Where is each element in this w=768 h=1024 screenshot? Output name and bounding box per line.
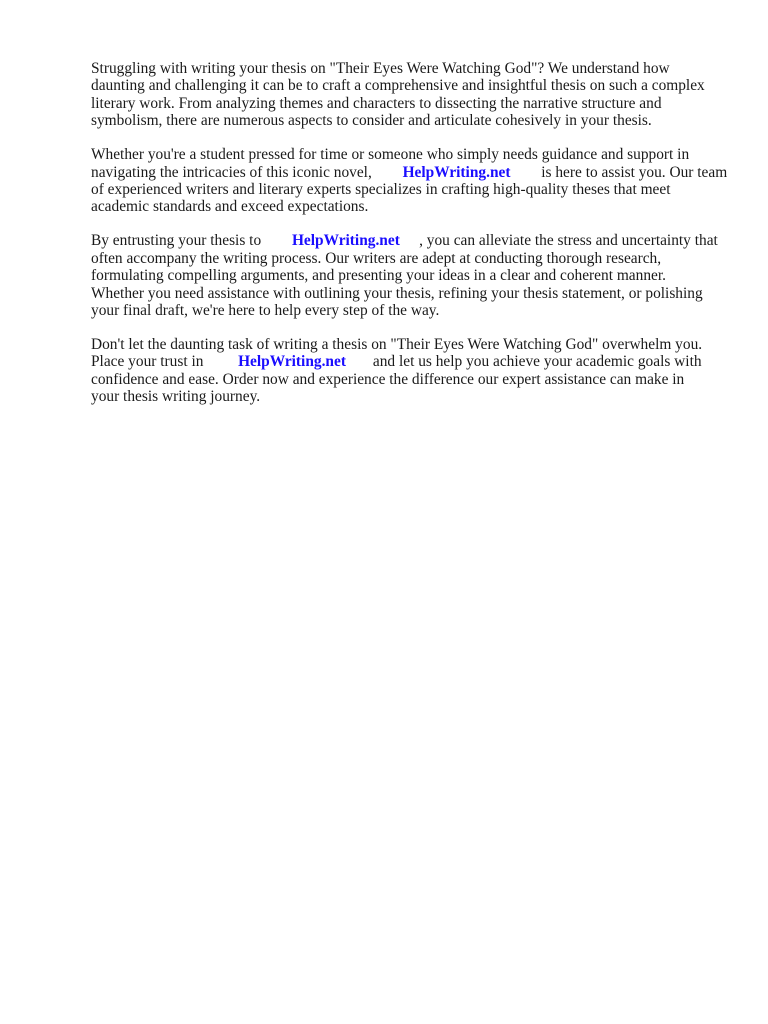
helpwriting-link[interactable]: HelpWriting.net	[238, 353, 346, 371]
document-body	[91, 60, 731, 422]
text-line: symbolism, there are numerous aspects to consider and articulate cohesively in your thesis.	[91, 112, 652, 130]
text-line-with-link	[91, 232, 731, 249]
text-segment: navigating the intricacies of this iconic novel,	[91, 163, 372, 181]
text-line: Whether you need assistance with outlining your thesis, refining your thesis statement, or polishing	[91, 284, 703, 302]
text-line-with-link	[91, 164, 731, 181]
text-line: Don't let the daunting task of writing a thesis on "Their Eyes Were Watching God" overwhelm you.	[91, 336, 703, 354]
text-line-with-link	[91, 353, 731, 370]
text-line: formulating compelling arguments, and presenting your ideas in a clear and coherent manner.	[91, 267, 666, 285]
text-line: of experienced writers and literary experts specializes in crafting high-quality theses that meet	[91, 181, 671, 199]
text-segment: By entrusting your thesis to	[91, 232, 262, 250]
paragraph-guidance	[91, 146, 731, 216]
paragraph-intro	[91, 60, 731, 130]
text-line: literary work. From analyzing themes and characters to dissecting the narrative structure and	[91, 94, 662, 112]
text-line: daunting and challenging it can be to craft a comprehensive and insightful thesis on such a complex	[91, 77, 705, 95]
paragraph-call-to-action	[91, 336, 731, 406]
helpwriting-link[interactable]: HelpWriting.net	[291, 232, 400, 250]
text-line: Struggling with writing your thesis on "Their Eyes Were Watching God"? We understand how	[91, 60, 670, 77]
text-line: confidence and ease. Order now and experience the difference our expert assistance can make in	[91, 370, 685, 388]
text-line: academic standards and exceed expectations.	[91, 198, 369, 216]
text-line: Whether you're a student pressed for time or someone who simply needs guidance and support in	[91, 146, 690, 164]
helpwriting-link[interactable]: HelpWriting.net	[402, 163, 511, 181]
text-line: often accompany the writing process. Our writers are adept at conducting thorough research,	[91, 249, 662, 267]
text-line: your thesis writing journey.	[91, 388, 261, 406]
paragraph-entrusting	[91, 232, 731, 319]
text-segment: is here to assist you. Our team	[541, 163, 728, 181]
text-segment: , you can alleviate the stress and uncertainty that	[419, 232, 718, 250]
text-segment: Place your trust in	[91, 353, 204, 371]
text-segment: and let us help you achieve your academic goals with	[372, 353, 702, 371]
text-line: your final draft, we're here to help every step of the way.	[91, 302, 440, 320]
